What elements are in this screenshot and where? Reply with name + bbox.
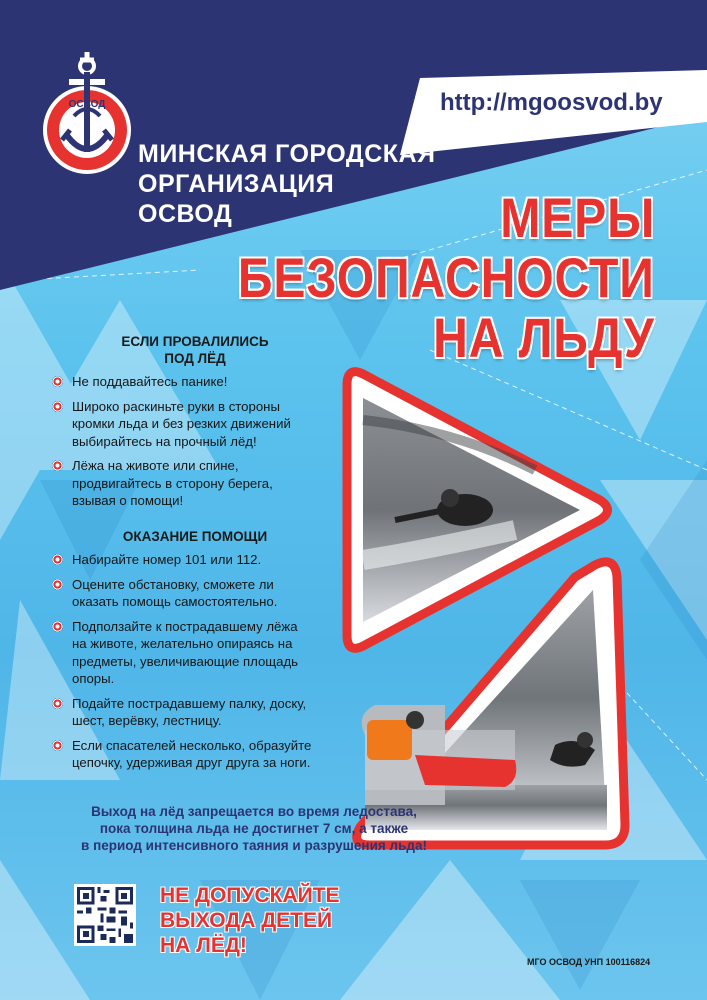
list-item: Оцените обстановку, сможете ли оказать помощь самостоятельно.: [48, 576, 313, 611]
bullet-icon: [52, 460, 63, 471]
list-item: Подайте пострадавшему палку, доску, шест, верёвку, лестницу.: [48, 695, 313, 730]
footer-text: МГО ОСВОД УНП 100116824: [527, 957, 651, 967]
no-kids-line-2: ВЫХОДА ДЕТЕЙ: [160, 909, 333, 932]
section1-title-line-1: ЕСЛИ ПРОВАЛИЛИСЬ: [121, 334, 269, 349]
section1-title: [95, 333, 295, 367]
list-item: Широко раскиньте руки в стороны кромки льда и без резких движений выбирайтесь на прочный лёд!: [48, 398, 313, 451]
svg-text:ОСВОД: ОСВОД: [68, 99, 106, 110]
org-line-1: МИНСКАЯ ГОРОДСКАЯ: [138, 140, 436, 168]
bullet-icon: [52, 554, 63, 565]
section1-list: [48, 373, 313, 517]
qr-code[interactable]: [74, 884, 136, 946]
title-line-1: МЕРЫ: [500, 186, 655, 249]
org-line-3: ОСВОД: [138, 200, 233, 228]
title-line-2: БЕЗОПАСНОСТИ: [238, 246, 655, 309]
org-line-2: ОРГАНИЗАЦИЯ: [138, 170, 335, 198]
warning-text: [74, 803, 434, 854]
section2-list: [48, 551, 313, 779]
title-line-3: НА ЛЬДУ: [433, 306, 655, 369]
list-item: Лёжа на животе или спине, продвигайтесь в сторону берега, взывая о помощи!: [48, 457, 313, 510]
no-kids-line-1: НЕ ДОПУСКАЙТЕ: [160, 884, 340, 907]
osvod-logo: [40, 52, 135, 177]
bullet-icon: [52, 401, 63, 412]
bullet-icon: [52, 621, 63, 632]
section1-title-line-2: ПОД ЛЁД: [164, 351, 226, 366]
no-kids-line-3: НА ЛЁД!: [160, 934, 247, 957]
warning-line-2: пока толщина льда не достигнет 7 см, а также: [99, 821, 409, 836]
list-item: Если спасателей несколько, образуйте цепочку, удерживая друг друга за ноги.: [48, 737, 313, 772]
bullet-icon: [52, 579, 63, 590]
warning-line-3: в период интенсивного таяния и разрушения льда!: [81, 838, 427, 853]
bullet-icon: [52, 376, 63, 387]
list-item: Набирайте номер 101 или 112.: [48, 551, 313, 569]
bullet-icon: [52, 740, 63, 751]
list-item: Подползайте к пострадавшему лёжа на животе, желательно опираясь на предметы, увеличивающие площадь опоры.: [48, 618, 313, 688]
list-item: Не поддавайтесь панике!: [48, 373, 313, 391]
section2-title: ОКАЗАНИЕ ПОМОЩИ: [122, 529, 268, 544]
website-url[interactable]: http://mgoosvod.by: [440, 89, 663, 116]
bullet-icon: [52, 698, 63, 709]
warning-line-1: Выход на лёд запрещается во время ледостава,: [91, 804, 417, 819]
